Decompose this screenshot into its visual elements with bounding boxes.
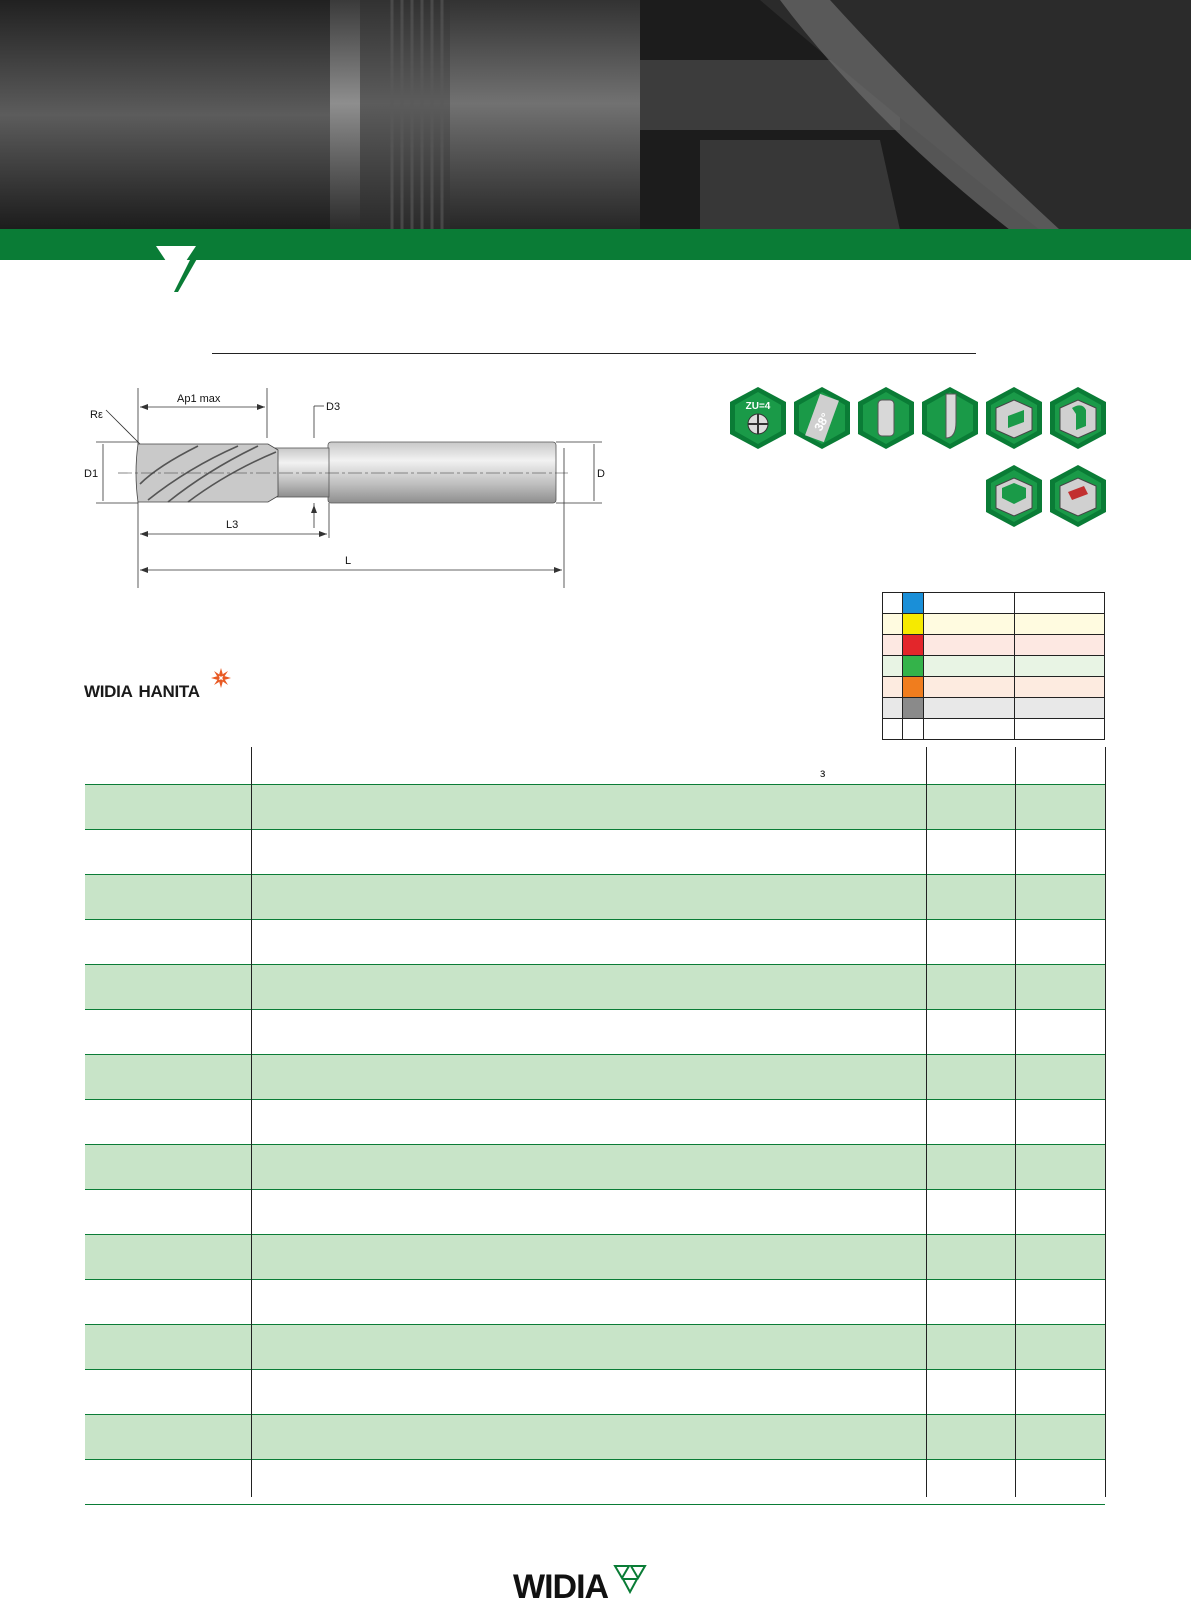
hanita-star-icon bbox=[211, 668, 231, 688]
material-group-row bbox=[883, 593, 1105, 614]
machining-photo bbox=[0, 0, 1191, 230]
col-divider-3 bbox=[1015, 747, 1016, 1497]
material-cell bbox=[1015, 698, 1105, 719]
table-row bbox=[85, 830, 1105, 875]
table-row bbox=[85, 785, 1105, 830]
widia-footer-logo bbox=[513, 1568, 608, 1607]
table-row bbox=[85, 1325, 1105, 1370]
pocketing-icon bbox=[984, 464, 1044, 528]
material-cell bbox=[883, 593, 903, 614]
material-cell bbox=[1015, 677, 1105, 698]
material-cell bbox=[924, 719, 1015, 740]
svg-text:ZU=4: ZU=4 bbox=[745, 401, 771, 412]
table-row bbox=[85, 875, 1105, 920]
table-row bbox=[85, 1370, 1105, 1415]
material-cell bbox=[1015, 593, 1105, 614]
material-cell bbox=[924, 656, 1015, 677]
d1-label: D1 bbox=[84, 468, 99, 480]
material-cell bbox=[924, 635, 1015, 656]
table-row bbox=[85, 1190, 1105, 1235]
col-divider-1 bbox=[251, 747, 252, 1497]
table-row bbox=[85, 1415, 1105, 1460]
header-notch-icon bbox=[150, 246, 202, 294]
material-cell bbox=[1015, 656, 1105, 677]
material-cell bbox=[1015, 635, 1105, 656]
l-label: L bbox=[345, 555, 352, 567]
material-group-row bbox=[883, 677, 1105, 698]
hero-photo bbox=[0, 0, 1191, 230]
widia-triangles-icon bbox=[613, 1564, 649, 1594]
end-mill-diagram bbox=[78, 388, 618, 588]
d-label: D bbox=[597, 468, 605, 480]
material-color-swatch bbox=[903, 614, 924, 635]
material-group-row bbox=[883, 614, 1105, 635]
material-group-row bbox=[883, 719, 1105, 740]
material-cell bbox=[924, 614, 1015, 635]
material-cell bbox=[883, 635, 903, 656]
re-label: Rε bbox=[90, 409, 103, 421]
table-row bbox=[85, 920, 1105, 965]
cylindrical-shank-icon bbox=[856, 386, 916, 450]
shoulder-milling-icon bbox=[984, 386, 1044, 450]
material-cell bbox=[924, 698, 1015, 719]
material-cell bbox=[924, 593, 1015, 614]
svg-text:38°: 38° bbox=[811, 410, 833, 434]
header-epsilon: ε bbox=[820, 766, 826, 780]
material-cell bbox=[883, 614, 903, 635]
material-cell bbox=[1015, 614, 1105, 635]
shank bbox=[328, 442, 556, 503]
l3-label: L3 bbox=[226, 519, 239, 531]
table-row bbox=[85, 1235, 1105, 1280]
widia-hanita-logo bbox=[84, 682, 200, 702]
table-row bbox=[85, 1145, 1105, 1190]
material-cell bbox=[883, 698, 903, 719]
feature-icons bbox=[728, 386, 1110, 534]
brand-name-widia: WIDIA bbox=[84, 682, 133, 701]
brand-name-hanita: HANITA bbox=[138, 682, 200, 701]
material-color-swatch bbox=[903, 593, 924, 614]
material-cell bbox=[883, 719, 903, 740]
table-row bbox=[85, 1100, 1105, 1145]
material-color-swatch bbox=[903, 698, 924, 719]
material-cell bbox=[883, 677, 903, 698]
ramping-icon bbox=[1048, 464, 1108, 528]
col-divider-2 bbox=[926, 747, 927, 1497]
table-row bbox=[85, 965, 1105, 1010]
table-row bbox=[85, 1055, 1105, 1100]
corner-radius-icon bbox=[920, 386, 980, 450]
helix-38-icon bbox=[792, 386, 852, 450]
material-group-row bbox=[883, 656, 1105, 677]
table-header bbox=[85, 747, 1105, 785]
material-cell bbox=[883, 656, 903, 677]
table-body bbox=[85, 785, 1105, 1505]
col-divider-4 bbox=[1105, 747, 1106, 1497]
material-color-swatch bbox=[903, 677, 924, 698]
table-row bbox=[85, 1280, 1105, 1325]
material-color-swatch bbox=[903, 719, 924, 740]
product-table bbox=[85, 747, 1105, 1505]
title-rule bbox=[212, 353, 976, 354]
ap1-label: Ap1 max bbox=[177, 393, 221, 405]
flutes-4-icon bbox=[728, 386, 788, 450]
neck bbox=[273, 448, 329, 497]
slotting-icon bbox=[1048, 386, 1108, 450]
material-color-swatch bbox=[903, 635, 924, 656]
material-color-swatch bbox=[903, 656, 924, 677]
material-cell bbox=[1015, 719, 1105, 740]
material-cell bbox=[924, 677, 1015, 698]
table-row bbox=[85, 1010, 1105, 1055]
table-row bbox=[85, 1460, 1105, 1505]
material-group-row bbox=[883, 698, 1105, 719]
footer-logo-text: WIDIA bbox=[513, 1568, 609, 1606]
material-group-row bbox=[883, 635, 1105, 656]
d3-label: D3 bbox=[326, 401, 341, 413]
material-group-table bbox=[882, 592, 1105, 740]
